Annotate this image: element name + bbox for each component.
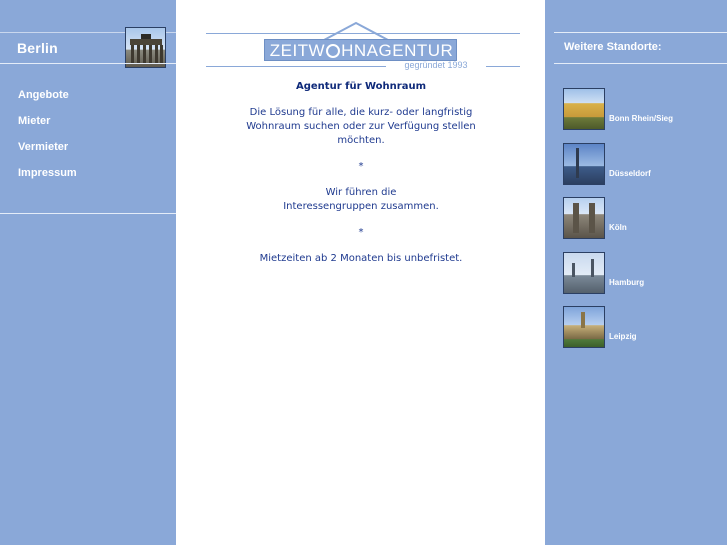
gate-column xyxy=(143,45,146,63)
location-koeln[interactable] xyxy=(563,197,723,239)
text-line: Die Lösung für alle, die kurz- oder langfristig xyxy=(249,107,473,118)
gate-column xyxy=(155,45,158,63)
bonn-photo xyxy=(563,88,605,130)
nav-item-mieter[interactable]: Mieter xyxy=(18,115,51,127)
location-label: Bonn Rhein/Sieg xyxy=(609,114,673,123)
city-title: Berlin xyxy=(17,40,58,56)
main-nav xyxy=(18,88,77,192)
divider xyxy=(554,32,727,33)
nav-item-impressum[interactable]: Impressum xyxy=(18,167,77,179)
logo-subtitle: gegründet 1993 xyxy=(404,60,468,70)
berlin-photo xyxy=(125,27,166,68)
text-line: möchten. xyxy=(337,135,385,146)
intro-paragraph xyxy=(216,106,506,148)
divider xyxy=(0,213,176,214)
nav-item-angebote[interactable]: Angebote xyxy=(18,89,69,101)
logo-text: ZEITW HNAGENTUR xyxy=(269,41,454,60)
intro-text xyxy=(216,80,506,278)
gate-column xyxy=(131,45,134,63)
gate-column xyxy=(137,45,140,63)
location-leipzig[interactable] xyxy=(563,306,723,348)
nav-item-vermieter[interactable]: Vermieter xyxy=(18,141,69,153)
locations-title: Weitere Standorte: xyxy=(564,41,662,53)
location-label: Leipzig xyxy=(609,332,637,341)
gate-column xyxy=(160,45,163,63)
logo-rule xyxy=(206,66,386,67)
right-sidebar xyxy=(545,0,727,545)
location-hamburg[interactable] xyxy=(563,252,723,294)
text-line: Interessengruppen zusammen. xyxy=(283,201,439,212)
logo-rule xyxy=(486,66,520,67)
location-bonn[interactable] xyxy=(563,88,723,130)
separator: * xyxy=(358,161,364,172)
logo-box xyxy=(264,39,457,61)
divider xyxy=(0,63,176,64)
location-label: Köln xyxy=(609,223,627,232)
left-sidebar xyxy=(0,0,176,545)
hamburg-photo xyxy=(563,252,605,294)
text-line: Wir führen die xyxy=(325,187,397,198)
clock-o-icon xyxy=(326,44,340,58)
headline: Agentur für Wohnraum xyxy=(296,81,426,92)
divider xyxy=(554,63,727,64)
location-label: Hamburg xyxy=(609,278,645,287)
intro-paragraph xyxy=(216,186,506,214)
gate-column xyxy=(149,45,152,63)
separator: * xyxy=(358,227,364,238)
koeln-photo xyxy=(563,197,605,239)
text-line: Wohnraum suchen oder zur Verfügung stellen xyxy=(246,121,476,132)
logo[interactable] xyxy=(206,20,520,70)
location-label: Düsseldorf xyxy=(609,169,651,178)
rental-terms: Mietzeiten ab 2 Monaten bis unbefristet. xyxy=(259,253,463,264)
main-content xyxy=(176,0,545,545)
leipzig-photo xyxy=(563,306,605,348)
duesseldorf-photo xyxy=(563,143,605,185)
location-duesseldorf[interactable] xyxy=(563,143,723,185)
